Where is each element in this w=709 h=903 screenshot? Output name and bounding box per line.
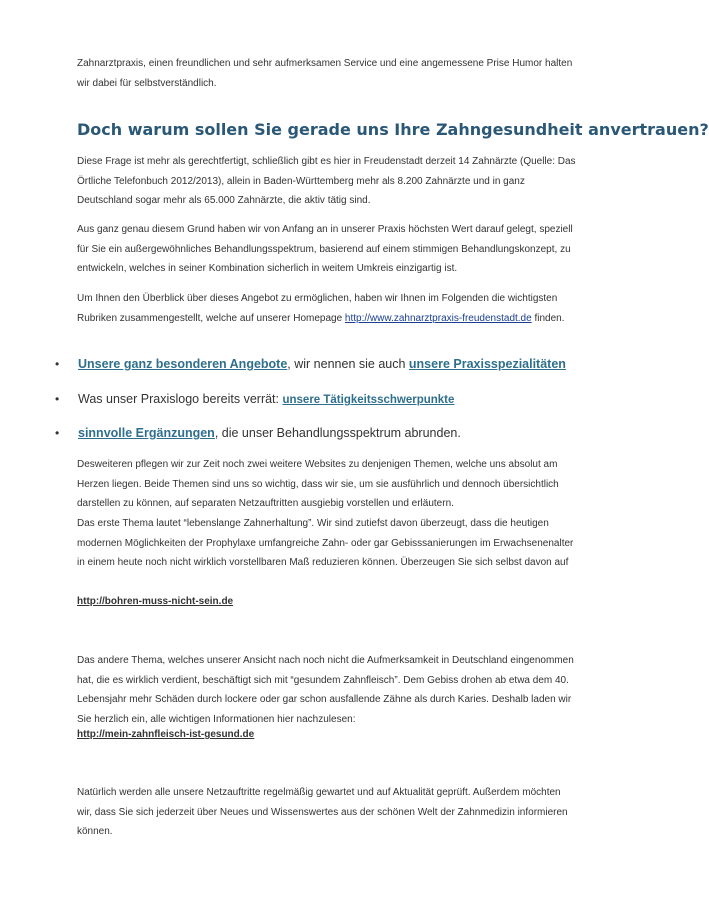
bullet-text (78, 424, 461, 442)
taetigkeitsschwerpunkte-link[interactable]: unsere Tätigkeitsschwerpunkte (282, 394, 455, 406)
ergaenzungen-link[interactable]: sinnvolle Ergänzungen (78, 426, 215, 440)
bullet-tail-text: , die unser Behandlungsspektrum abrunden. (214, 426, 461, 440)
bohren-link-line (77, 592, 577, 612)
paragraph-aktualitaet: Natürlich werden alle unsere Netzauftritte regelmäßig gewartet und auf Aktualität geprüft. Außerdem möchten wir, dass Sie sich jederzeit über Neues und Wissenswertes aus der schönen Welt der Zahnmedizin informieren können. (77, 787, 568, 837)
paragraph-ueberblick-end: finden. (531, 312, 565, 324)
bullet-icon: • (55, 357, 60, 371)
paragraph-websites: Desweiteren pflegen wir zur Zeit noch zwei weitere Websites zu denjenigen Themen, welche uns absolut am Herzen liegen. Beide Themen sind uns so wichtig, dass wir sie, um sie ausführlich und dennoch übersichtlich darstellen zu können, auf separaten Netzauftritten ausgiebig vorstellen und erläutern. (77, 459, 559, 509)
bullet-lead-text: Was unser Praxislogo bereits verrät: (78, 392, 283, 406)
bullet-icon: • (55, 426, 60, 440)
intro-paragraph: Zahnarztpraxis, einen freundlichen und sehr aufmerksamen Service und eine angemessene Prise Humor halten wir dabei für selbstverständlich. (77, 58, 573, 89)
homepage-link[interactable]: http://www.zahnarztpraxis-freudenstadt.de (344, 312, 532, 324)
praxisspezialitaeten-link[interactable]: unsere Praxisspezialitäten (408, 357, 566, 371)
angebote-link[interactable]: Unsere ganz besonderen Angebote (78, 357, 288, 371)
bullet-middle-text: , wir nennen sie auch (287, 357, 409, 371)
paragraph-zahnaerzte-count: Diese Frage ist mehr als gerechtfertigt, schließlich gibt es hier in Freudenstadt derzeit 14 Zahnärzte (Quelle: Das Örtliche Telefonbuch 2012/2013), allein in Baden-Württemberg mehr als 8.200 Zahnärzte und in ganz Deutschland sogar mehr als 65.000 Zahnärzte, die aktiv tätig sind. (77, 156, 576, 206)
bullet-text (78, 355, 566, 373)
paragraph-zahnfleisch: Das andere Thema, welches unserer Ansicht nach noch nicht die Aufmerksamkeit in Deutschland eingenommen hat, die es wirklich verdient, beschäftigt sich mit “gesundem Zahnfleisch”. Dem Gebiss drohen ab etwa dem 40. Lebensjahr mehr Schäden durch lockere oder gar schon ausfallende Zähne als durch Karies. Deshalb laden wir Sie herzlich ein, alle wichtigen Informationen hier nachzulesen: (77, 655, 574, 725)
paragraph-ueberblick (77, 289, 577, 328)
zahnfleisch-link-line (77, 725, 577, 745)
paragraph-zahnerhaltung: Das erste Thema lautet “lebenslange Zahnerhaltung”. Wir sind zutiefst davon überzeugt, dass die heutigen modernen Möglichkeiten der Prophylaxe umfangreiche Zahn- oder gar Gebisssanierungen im Erwachsenenalter in einem heute noch nicht wirklich vorstellbaren Maß reduzieren können. Überzeugen Sie sich selbst davon auf (77, 518, 574, 568)
paragraph-behandlungsspektrum: Aus ganz genau diesem Grund haben wir von Anfang an in unserer Praxis höchsten Wert darauf gelegt, speziell für Sie ein außergewöhnliches Behandlungsspektrum, basierend auf einem stimmigen Behandlungskonzept, zu entwickeln, welches in seiner Kombination sicherlich in weitem Umkreis einzigartig ist. (77, 224, 573, 274)
bullet-icon: • (55, 392, 60, 406)
mein-zahnfleisch-ist-gesund-link[interactable]: http://mein-zahnfleisch-ist-gesund.de (77, 729, 255, 740)
paragraph-ueberblick-text: Um Ihnen den Überblick über dieses Angebot zu ermöglichen, haben wir Ihnen im Folgenden die wichtigsten Rubriken zusammengestellt, welche auf unserer Homepage (77, 293, 558, 324)
bohren-muss-nicht-sein-link[interactable]: http://bohren-muss-nicht-sein.de (77, 596, 234, 607)
bullet-text (78, 390, 454, 409)
section-heading: Doch warum sollen Sie gerade uns Ihre Zahngesundheit anvertrauen? (77, 120, 709, 139)
